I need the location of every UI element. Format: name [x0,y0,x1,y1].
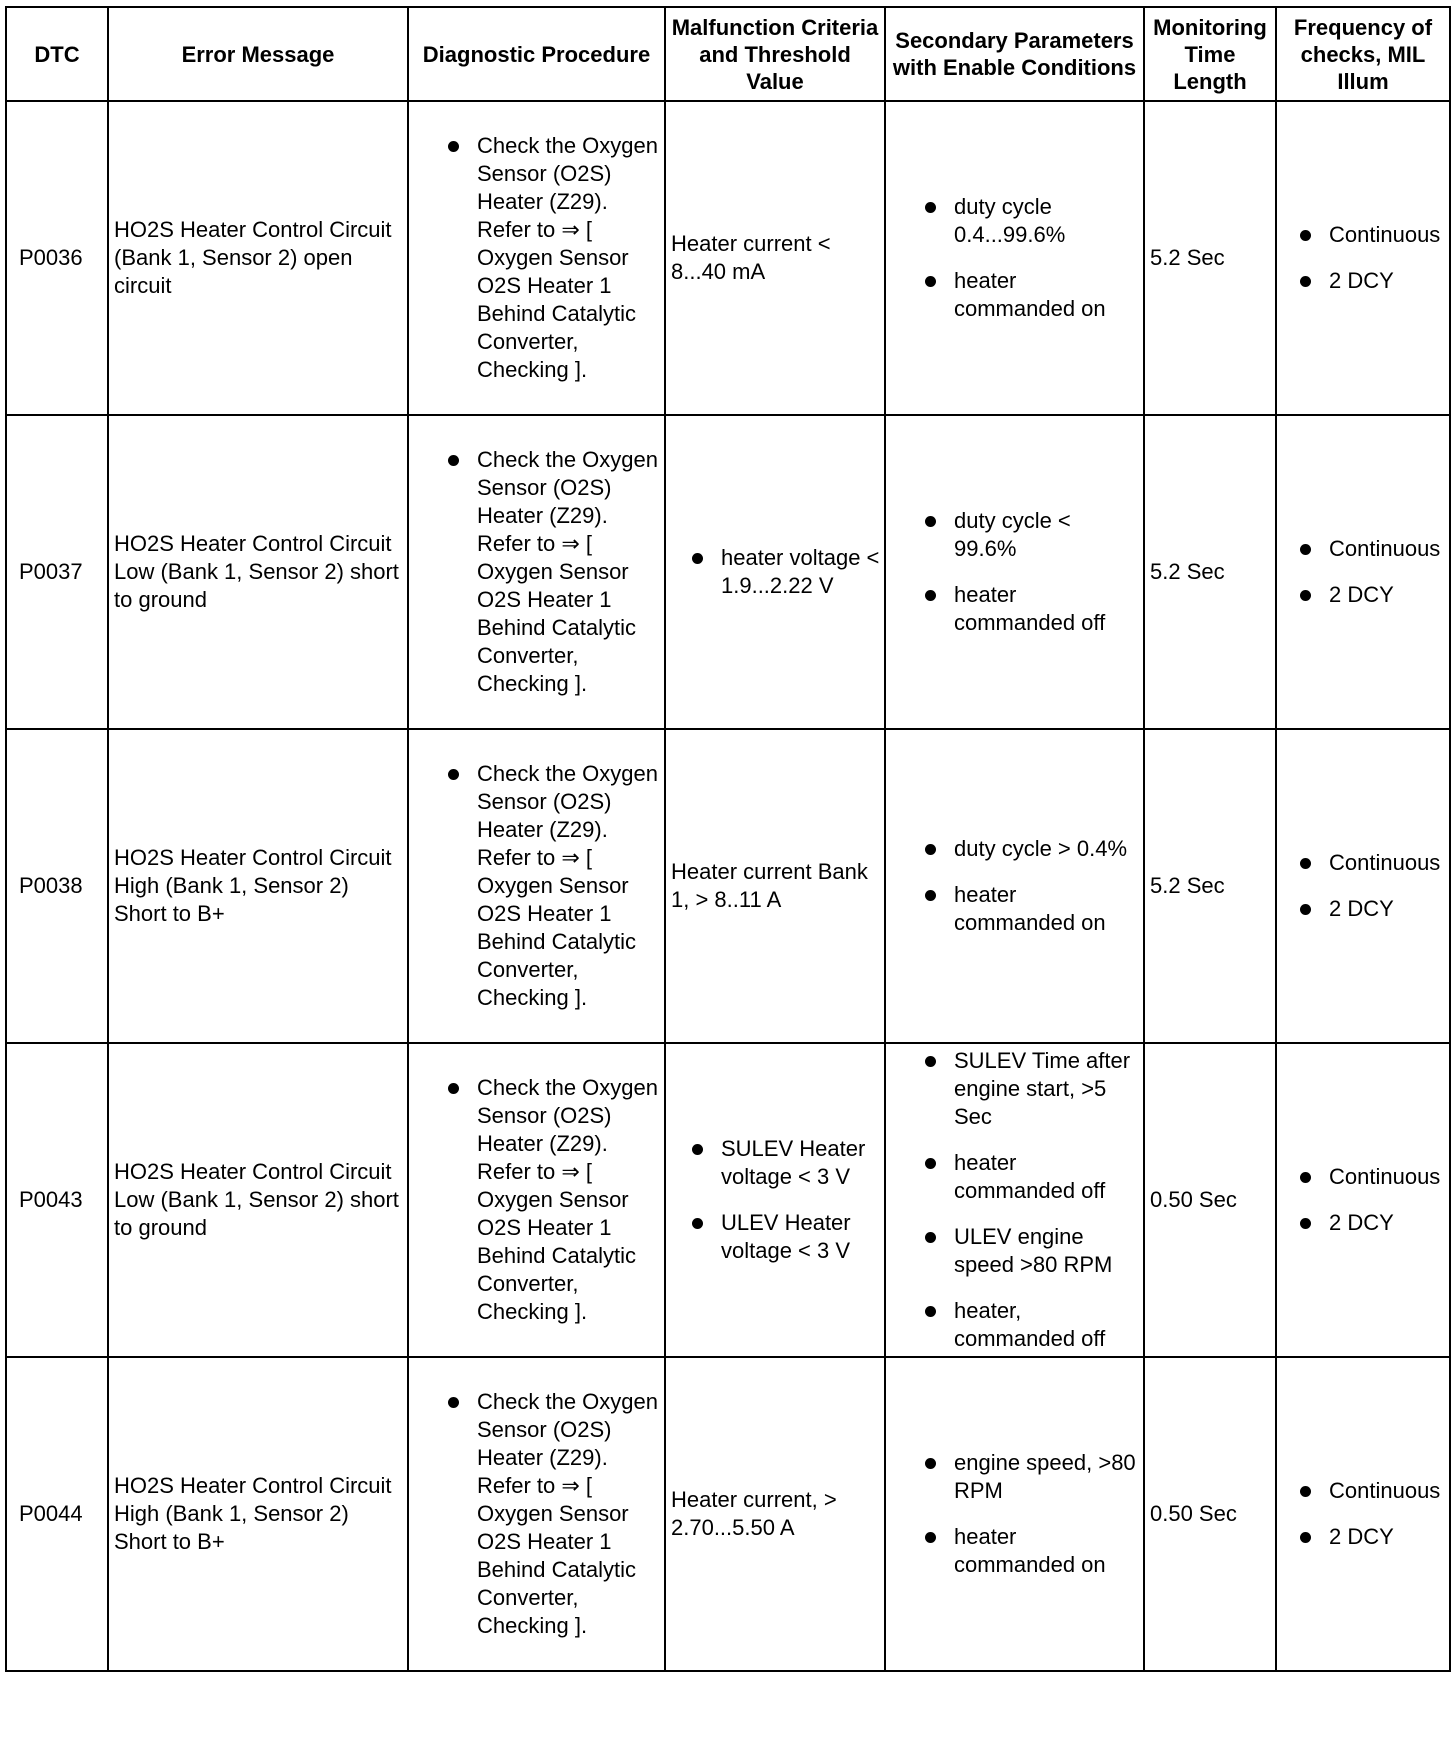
secondary-parameter: heater commanded on [922,881,1139,937]
error-message: HO2S Heater Control Circuit High (Bank 1, Sensor 2) Short to B+ [108,729,408,1043]
header-malfunction-criteria: Malfunction Criteria and Threshold Value [665,7,885,101]
frequency-item: 2 DCY [1297,267,1447,295]
table-row [6,415,1450,729]
frequency-item-list [1297,1477,1447,1551]
frequency-item-list [1297,1163,1447,1237]
diagnostic-procedure-list [427,760,660,1012]
frequency-item: Continuous [1297,1477,1447,1505]
frequency-item-list [1297,535,1447,609]
monitoring-time: 5.2 Sec [1144,729,1276,1043]
secondary-parameter: heater commanded on [922,267,1139,323]
table-row [6,729,1450,1043]
frequency-item-list [1297,221,1447,295]
secondary-parameter-list [904,1449,1139,1579]
malfunction-criteria-item-list [671,1135,880,1265]
frequency-item: 2 DCY [1297,895,1447,923]
table-body [6,101,1450,1671]
error-message: HO2S Heater Control Circuit (Bank 1, Sensor 2) open circuit [108,101,408,415]
diagnostic-procedure-list [427,1388,660,1640]
secondary-parameters-cell [885,101,1144,415]
malfunction-criteria-cell [665,101,885,415]
frequency-item: Continuous [1297,1163,1447,1191]
secondary-parameter-list [904,835,1139,937]
malfunction-criteria-cell [665,1043,885,1357]
diagnostic-procedure-list [427,1074,660,1326]
diagnostic-procedure-cell [408,1357,665,1671]
secondary-parameter: heater commanded off [922,1149,1139,1205]
secondary-parameter: duty cycle 0.4...99.6% [922,193,1139,249]
secondary-parameter-list [904,193,1139,323]
dtc-code: P0044 [6,1357,108,1671]
error-message: HO2S Heater Control Circuit High (Bank 1, Sensor 2) Short to B+ [108,1357,408,1671]
secondary-parameter: duty cycle > 0.4% [922,835,1139,863]
header-frequency: Frequency of checks, MIL Illum [1276,7,1450,101]
diagnostic-procedure-cell [408,415,665,729]
diagnostic-procedure: Check the Oxygen Sensor (O2S) Heater (Z29). Refer to ⇒ [ Oxygen Sensor O2S Heater 1 Behind Catalytic Converter, Checking ]. [445,1074,660,1326]
diagnostic-procedure-cell [408,101,665,415]
malfunction-criteria-item: heater voltage < 1.9...2.22 V [689,544,880,600]
table-row [6,101,1450,415]
diagnostic-procedure-cell [408,1043,665,1357]
header-error-message: Error Message [108,7,408,101]
frequency-item: 2 DCY [1297,581,1447,609]
secondary-parameter: heater, commanded off [922,1297,1139,1353]
malfunction-criteria: Heater current, > 2.70...5.50 A [671,1487,837,1540]
header-secondary-parameters: Secondary Parameters with Enable Conditions [885,7,1144,101]
malfunction-criteria-item: SULEV Heater voltage < 3 V [689,1135,880,1191]
diagnostic-procedure-cell [408,729,665,1043]
dtc-table [5,6,1451,1672]
secondary-parameters-cell [885,1043,1144,1357]
monitoring-time: 5.2 Sec [1144,101,1276,415]
secondary-parameter: SULEV Time after engine start, >5 Sec [922,1047,1139,1131]
malfunction-criteria-cell [665,1357,885,1671]
secondary-parameter: heater commanded on [922,1523,1139,1579]
secondary-parameter: engine speed, >80 RPM [922,1449,1139,1505]
error-message: HO2S Heater Control Circuit Low (Bank 1, Sensor 2) short to ground [108,1043,408,1357]
malfunction-criteria-cell [665,415,885,729]
diagnostic-procedure: Check the Oxygen Sensor (O2S) Heater (Z29). Refer to ⇒ [ Oxygen Sensor O2S Heater 1 Behind Catalytic Converter, Checking ]. [445,760,660,1012]
secondary-parameter: ULEV engine speed >80 RPM [922,1223,1139,1279]
table-row [6,1043,1450,1357]
malfunction-criteria-item: ULEV Heater voltage < 3 V [689,1209,880,1265]
header-dtc: DTC [6,7,108,101]
frequency-cell [1276,1043,1450,1357]
frequency-cell [1276,415,1450,729]
diagnostic-procedure-list [427,446,660,698]
frequency-item: 2 DCY [1297,1209,1447,1237]
frequency-item-list [1297,849,1447,923]
diagnostic-procedure-list [427,132,660,384]
diagnostic-procedure: Check the Oxygen Sensor (O2S) Heater (Z29). Refer to ⇒ [ Oxygen Sensor O2S Heater 1 Behind Catalytic Converter, Checking ]. [445,446,660,698]
diagnostic-procedure: Check the Oxygen Sensor (O2S) Heater (Z29). Refer to ⇒ [ Oxygen Sensor O2S Heater 1 Behind Catalytic Converter, Checking ]. [445,1388,660,1640]
frequency-cell [1276,101,1450,415]
frequency-item: Continuous [1297,849,1447,877]
frequency-cell [1276,729,1450,1043]
dtc-code: P0036 [6,101,108,415]
table-header [6,7,1450,101]
malfunction-criteria-cell [665,729,885,1043]
header-row [6,7,1450,101]
dtc-code: P0038 [6,729,108,1043]
malfunction-criteria-item-list [671,544,880,600]
dtc-code: P0037 [6,415,108,729]
table-row [6,1357,1450,1671]
frequency-item: 2 DCY [1297,1523,1447,1551]
secondary-parameters-cell [885,1357,1144,1671]
header-diagnostic-procedure: Diagnostic Procedure [408,7,665,101]
secondary-parameters-cell [885,729,1144,1043]
secondary-parameter: heater commanded off [922,581,1139,637]
header-monitoring-time: Monitoring Time Length [1144,7,1276,101]
frequency-item: Continuous [1297,535,1447,563]
monitoring-time: 0.50 Sec [1144,1043,1276,1357]
dtc-code: P0043 [6,1043,108,1357]
secondary-parameters-cell [885,415,1144,729]
monitoring-time: 0.50 Sec [1144,1357,1276,1671]
frequency-cell [1276,1357,1450,1671]
secondary-parameter-list [904,1047,1139,1353]
malfunction-criteria: Heater current Bank 1, > 8..11 A [671,859,868,912]
secondary-parameter: duty cycle < 99.6% [922,507,1139,563]
secondary-parameter-list [904,507,1139,637]
error-message: HO2S Heater Control Circuit Low (Bank 1, Sensor 2) short to ground [108,415,408,729]
frequency-item: Continuous [1297,221,1447,249]
malfunction-criteria: Heater current < 8...40 mA [671,231,831,284]
diagnostic-procedure: Check the Oxygen Sensor (O2S) Heater (Z29). Refer to ⇒ [ Oxygen Sensor O2S Heater 1 Behind Catalytic Converter, Checking ]. [445,132,660,384]
monitoring-time: 5.2 Sec [1144,415,1276,729]
